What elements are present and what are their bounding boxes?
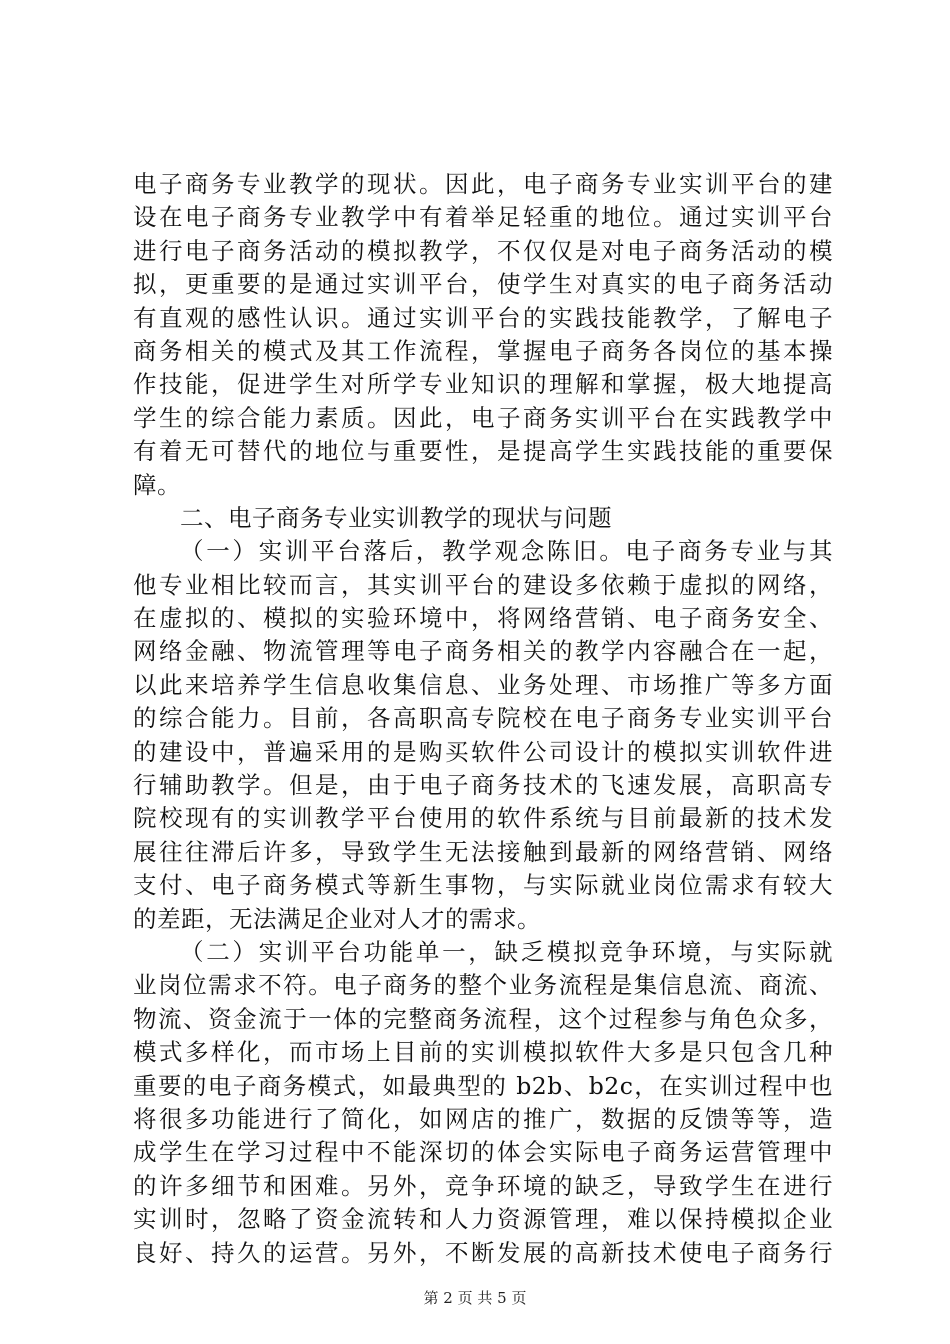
text-line: 以此来培养学生信息收集信息、业务处理、市场推广等多方面 [133,670,833,699]
text-line: 支付、电子商务模式等新生事物，与实际就业岗位需求有较大 [133,871,833,900]
text-line: 进行电子商务活动的模拟教学，不仅仅是对电子商务活动的模 [133,236,833,265]
text-line: 物流、资金流于一体的完整商务流程，这个过程参与角色众多， [133,1004,833,1033]
text-line: 有直观的感性认识。通过实训平台的实践技能教学，了解电子 [133,303,833,332]
text-line: 设在电子商务专业教学中有着举足轻重的地位。通过实训平台 [133,203,833,232]
text-line: 拟，更重要的是通过实训平台，使学生对真实的电子商务活动 [133,270,833,299]
page-number-footer: 第 2 页 共 5 页 [423,1289,527,1307]
text-line: 的差距，无法满足企业对人才的需求。 [133,904,541,933]
text-line: 电子商务专业教学的现状。因此，电子商务专业实训平台的建 [133,170,833,198]
text-line: 他专业相比较而言，其实训平台的建设多依赖于虚拟的网络， [133,570,833,599]
text-line: 模式多样化，而市场上目前的实训模拟软件大多是只包含几种 [133,1038,833,1067]
text-line: 成学生在学习过程中不能深切的体会实际电子商务运营管理中 [133,1138,833,1167]
body-text [133,168,833,1270]
text-line: （一）实训平台落后，教学观念陈旧。电子商务专业与其 [180,537,833,566]
text-line: 业岗位需求不符。电子商务的整个业务流程是集信息流、商流、 [133,971,833,1000]
text-line: 网络金融、物流管理等电子商务相关的教学内容融合在一起， [133,637,833,666]
text-line: 将很多功能进行了简化，如网店的推广，数据的反馈等等，造 [133,1104,833,1133]
text-line: 在虚拟的、模拟的实验环境中，将网络营销、电子商务安全、 [133,604,833,633]
text-line: 实训时，忽略了资金流转和人力资源管理，难以保持模拟企业 [133,1205,833,1234]
section-heading: 二、电子商务专业实训教学的现状与问题 [180,503,612,532]
text-line: 商务相关的模式及其工作流程，掌握电子商务各岗位的基本操 [133,336,833,365]
text-line: 重要的电子商务模式，如最典型的 b2b、b2c，在实训过程中也 [133,1071,833,1100]
text-line: 的综合能力。目前，各高职高专院校在电子商务专业实训平台 [133,704,833,733]
text-line: 有着无可替代的地位与重要性，是提高学生实践技能的重要保 [133,437,833,466]
text-line: 良好、持久的运营。另外，不断发展的高新技术使电子商务行 [133,1238,833,1267]
text-line: 行辅助教学。但是，由于电子商务技术的飞速发展，高职高专 [133,771,833,800]
text-line: 学生的综合能力素质。因此，电子商务实训平台在实践教学中 [133,403,833,432]
text-line: 院校现有的实训教学平台使用的软件系统与目前最新的技术发 [133,804,833,833]
text-line: （二）实训平台功能单一，缺乏模拟竞争环境，与实际就 [180,937,833,966]
text-line: 障。 [133,470,181,499]
text-line: 的建设中，普遍采用的是购买软件公司设计的模拟实训软件进 [133,737,833,766]
text-line: 作技能，促进学生对所学专业知识的理解和掌握，极大地提高 [133,370,833,399]
text-line: 的许多细节和困难。另外，竞争环境的缺乏，导致学生在进行 [133,1171,833,1200]
text-line: 展往往滞后许多，导致学生无法接触到最新的网络营销、网络 [133,837,833,866]
